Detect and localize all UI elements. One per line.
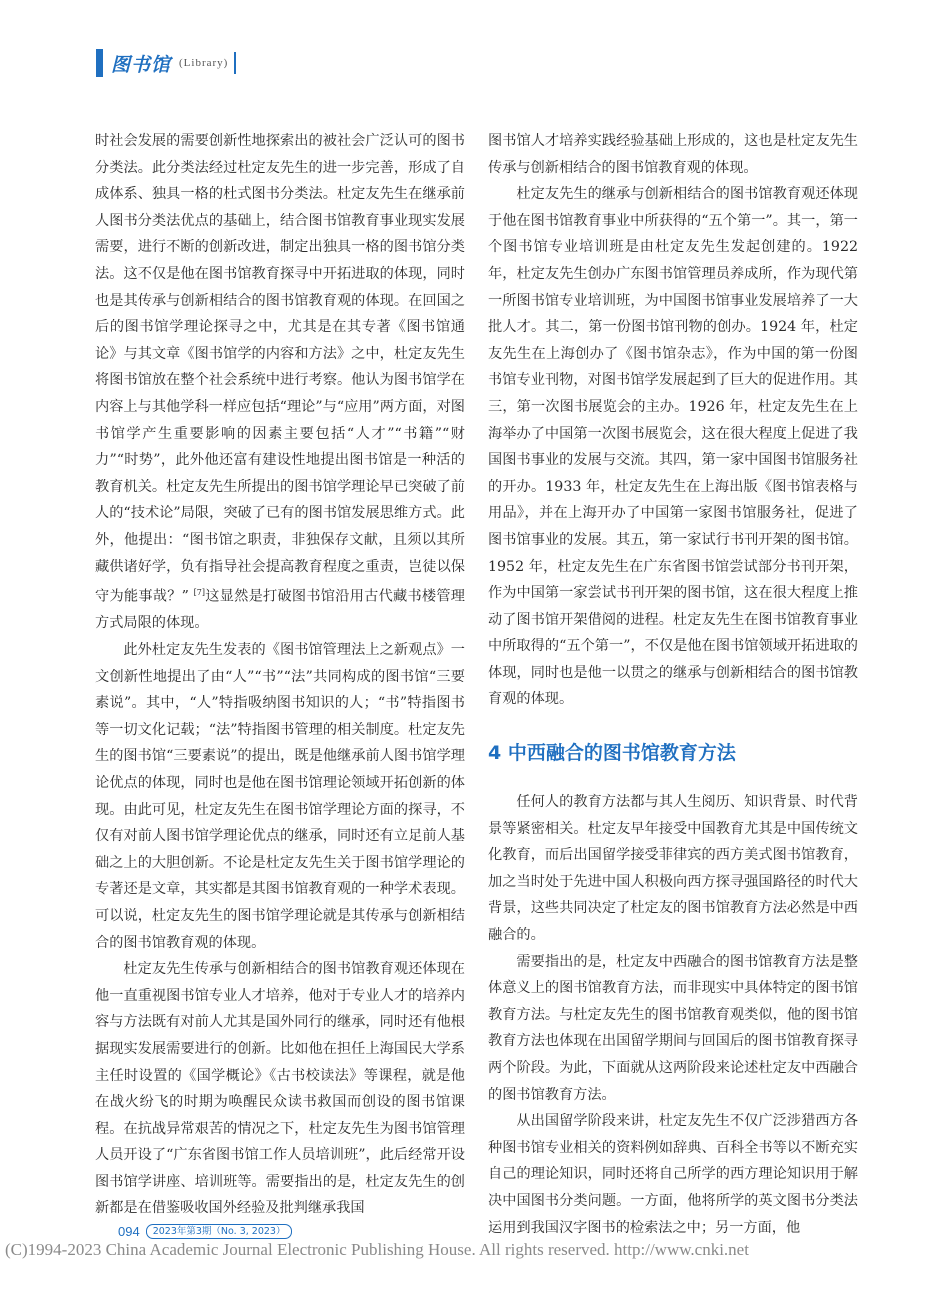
journal-subtitle: (Library) <box>179 57 229 69</box>
journal-logo: 图书馆 <box>111 53 172 76</box>
header-divider <box>234 52 236 74</box>
paragraph: 此外杜定友先生发表的《图书馆管理法上之新观点》一文创新性地提出了由“人”“书”“法”共同构成的图书馆“三要素说”。其中，“人”特指吸纳图书知识的人；“书”特指图书等一切文化记载；“法”特指图书管理的相关制度。杜定友先生的图书馆“三要素说”的提出，既是他继承前人图书馆学理论优点的体现，同时也是他在图书馆理论领域开拓创新的体现。由此可见，杜定友先生在图书馆学理论方面的探寻，不仅有对前人图书馆学理论优点的继承，同时还有立足前人基础之上的大胆创新。不论是杜定友先生关于图书馆学理论的专著还是文章，其实都是其图书馆教育观的一种学术表现。可以说，杜定友先生的图书馆学理论就是其传承与创新相结合的图书馆教育观的体现。 <box>95 642 465 951</box>
reference-marker: [7] <box>193 588 206 598</box>
paragraph: 需要指出的是，杜定友中西融合的图书馆教育方法是整体意义上的图书馆教育方法，而非现实中具体特定的图书馆教育方法。与杜定友先生的图书馆教育观类似，他的图书馆教育方法也体现在出国留学期间与回国后的图书馆教育探寻两个阶段。为此，下面就从这两阶段来论述杜定友中西融合的图书馆教育方法。 <box>488 953 858 1103</box>
page-number: 094 <box>118 1224 140 1239</box>
paragraph-text: 这显然是打破图书馆沿用古代藏书楼管理方式局限的体现。 <box>95 588 465 632</box>
paragraph: 任何人的教育方法都与其人生阅历、知识背景、时代背景等紧密相关。杜定友早年接受中国教育尤其是中国传统文化教育，而后出国留学接受菲律宾的西方美式图书馆教育，加之当时处于先进中国人积极向西方探寻强国路径的时代大背景，这些共同决定了杜定友的图书馆教育方法必然是中西融合的。 <box>488 794 858 944</box>
paragraph: 从出国留学阶段来讲，杜定友先生不仅广泛涉猎西方各种图书馆专业相关的资料例如辞典、百科全书等以不断充实自己的理论知识，同时还将自己所学的西方理论知识用于解决中国图书分类问题。一方面，他将所学的英文图书分类法运用到我国汉字图书的检索法之中；另一方面，他 <box>488 1113 858 1236</box>
paragraph <box>95 128 465 637</box>
copyright-watermark: (C)1994-2023 China Academic Journal Electronic Publishing House. All rights reserved. http://www.cnki.net <box>5 1240 749 1259</box>
paragraph: 图书馆人才培养实践经验基础上形成的，这也是杜定友先生传承与创新相结合的图书馆教育观的体现。 <box>488 133 858 176</box>
header-accent-bar <box>96 49 103 77</box>
right-column <box>488 128 858 1241</box>
page-footer <box>118 1224 292 1239</box>
paragraph: 杜定友先生的继承与创新相结合的图书馆教育观还体现于他在图书馆教育事业中所获得的“五个第一”。其一，第一个图书馆专业培训班是由杜定友先生发起创建的。1922 年，杜定友先生创办广东图书馆管理员养成所，作为现代第一所图书馆专业培训班，为中国图书馆事业发展培养了一大批人才。其二，第一份图书馆刊物的创办。1924 年，杜定友先生在上海创办了《图书馆杂志》，作为中国的第一份图书馆专业刊物，对图书馆学发展起到了巨大的促进作用。其三，第一次图书展览会的主办。1926 年，杜定友先生在上海举办了中国第一次图书展览会，这在很大程度上促进了我国图书事业的发展与交流。其四，第一家中国图书馆服务社的开办。1933 年，杜定友先生在上海出版《图书馆表格与用品》，并在上海开办了中国第一家图书馆服务社，促进了图书馆事业的发展。其五，第一家试行书刊开架的图书馆。1952 年，杜定友先生在广东省图书馆尝试部分书刊开架，作为中国第一家尝试书刊开架的图书馆，这在很大程度上推动了图书馆开架借阅的进程。杜定友先生在图书馆教育事业中所取得的“五个第一”，不仅是他在图书馆领域开拓进取的体现，同时也是他一以贯之的继承与创新相结合的图书馆教育观的体现。 <box>488 186 858 708</box>
paragraph: 杜定友先生传承与创新相结合的图书馆教育观还体现在他一直重视图书馆专业人才培养，他对于专业人才的培养内容与方法既有对前人尤其是国外同行的继承，同时还有他根据现实发展需要进行的创新。比如他在担任上海国民大学系主任时设置的《国学概论》《古书校读法》等课程，就是他在战火纷飞的时期为唤醒民众读书救国而创设的图书馆课程。在抗战异常艰苦的情况之下，杜定友先生为图书馆管理人员开设了“广东省图书馆工作人员培训班”，此后经常开设图书馆学讲座、培训班等。需要指出的是，杜定友先生的创新都是在借鉴吸收国外经验及批判继承我国 <box>95 961 465 1217</box>
journal-header <box>96 48 236 78</box>
issue-badge: 2023年第3期（No. 3, 2023） <box>146 1224 293 1239</box>
section-heading: 4 中西融合的图书馆教育方法 <box>488 742 736 765</box>
left-column <box>95 128 465 1222</box>
paragraph-text: 时社会发展的需要创新性地探索出的被社会广泛认可的图书分类法。此分类法经过杜定友先生的进一步完善，形成了自成体系、独具一格的杜式图书分类法。杜定友先生在继承前人图书分类法优点的基础上，结合图书馆教育事业现实发展需要，进行不断的创新改进，制定出独具一格的图书馆分类法。这不仅是他在图书馆教育探寻中开拓进取的体现，同时也是其传承与创新相结合的图书馆教育观的体现。在回国之后的图书馆学理论探寻之中，尤其是在其专著《图书馆通论》与其文章《图书馆学的内容和方法》之中，杜定友先生将图书馆放在整个社会系统中进行考察。他认为图书馆学在内容上与其他学科一样应包括“理论”与“应用”两方面，对图书馆学产生重要影响的因素主要包括“人才”“书籍”“财力”“时势”，此外他还富有建设性地提出图书馆是一种活的教育机关。杜定友先生所提出的图书馆学理论早已突破了前人的“技术论”局限，突破了已有的图书馆发展思维方式。此外，他提出：“图书馆之职责，非独保存文献，且须以其所藏供诸好学，负有指导社会提高教育程度之重责，岂徒以保守为能事哉？” <box>95 133 465 605</box>
